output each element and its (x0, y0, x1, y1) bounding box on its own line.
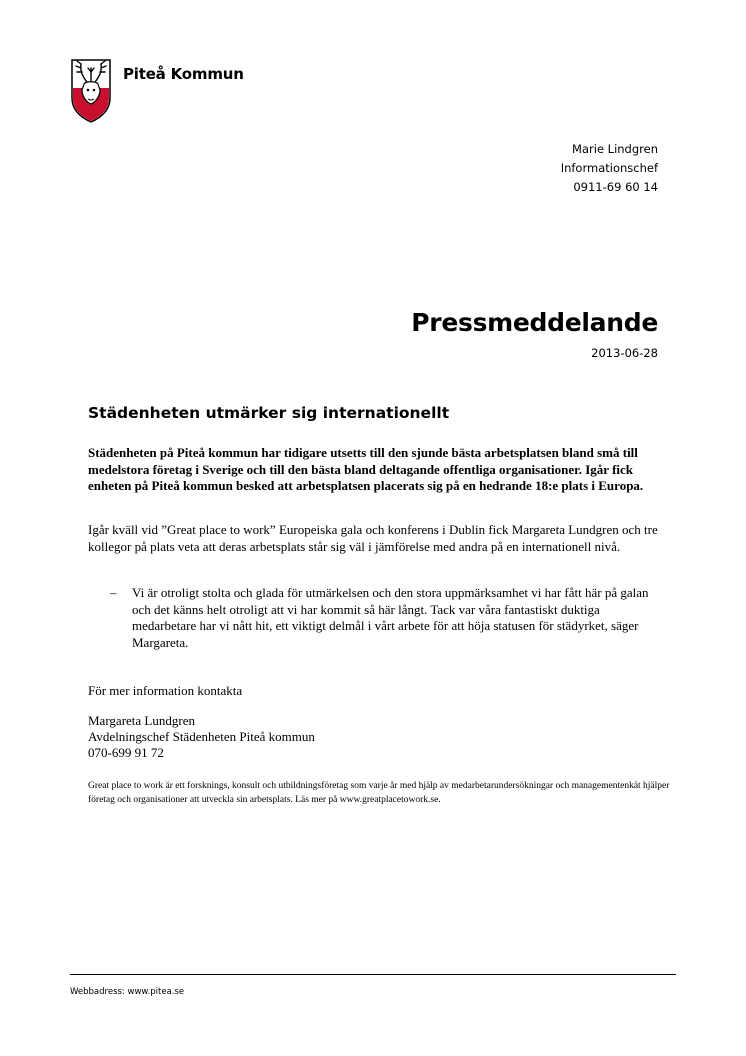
body-paragraph: Igår kväll vid ”Great place to work” Europeiska gala och konferens i Dublin fick Margareta Lundgren och tre kollegor på plats veta att deras arbetsplats står sig väl i jämförelse med andra på en internationell nivå. (88, 522, 658, 554)
headline: Städenheten utmärker sig internationellt (88, 404, 450, 422)
footer-web-address: Webbadress: www.pitea.se (70, 987, 185, 997)
document-title: Pressmeddelande (411, 308, 658, 337)
contact-title: Avdelningschef Städenheten Piteå kommun (88, 729, 315, 744)
sender-title: Informationschef (560, 161, 658, 175)
coat-of-arms-icon (70, 58, 112, 124)
footer-divider (70, 974, 676, 975)
contact-name: Margareta Lundgren (88, 713, 195, 728)
contact-person-block (88, 713, 660, 761)
lead-paragraph: Städenheten på Piteå kommun har tidigare utsetts till den sjunde bästa arbetsplatsen bland små till medelstora företag i Sverige och till den bästa bland deltagande offentliga organisationer. Igår fick enheten på Piteå kommun besked att arbetsplatsen placerats sig på en hedrande 18:e plats i Europa. (88, 445, 644, 493)
contact-phone: 070-699 91 72 (88, 745, 164, 760)
quote-paragraph: Vi är otroligt stolta och glada för utmärkelsen och den stora uppmärksamhet vi har fått här på galan och det känns helt otroligt att vi har kommit så här långt. Tack var våra fantastiskt duktiga medarbetare har vi nått hit, ett viktigt delmål i vårt arbete för att höja statusen för städyrket, säger Margareta. (132, 585, 649, 650)
organization-name: Piteå Kommun (123, 65, 244, 83)
quote-dash: – (110, 585, 117, 600)
sender-name: Marie Lindgren (572, 142, 658, 156)
document-date: 2013-06-28 (591, 346, 658, 360)
footnote: Great place to work är ett forsknings, konsult och utbildningsföretag som varje år med hjälp av medarbetarundersökningar och managementenkät hjälper företag och organisationer att utveckla sin arbetsplats. Läs mer på www.greatplacetowork.se. (88, 781, 670, 805)
more-info-label: För mer information kontakta (88, 683, 243, 698)
sender-block (561, 140, 658, 197)
sender-phone: 0911-69 60 14 (573, 180, 658, 194)
